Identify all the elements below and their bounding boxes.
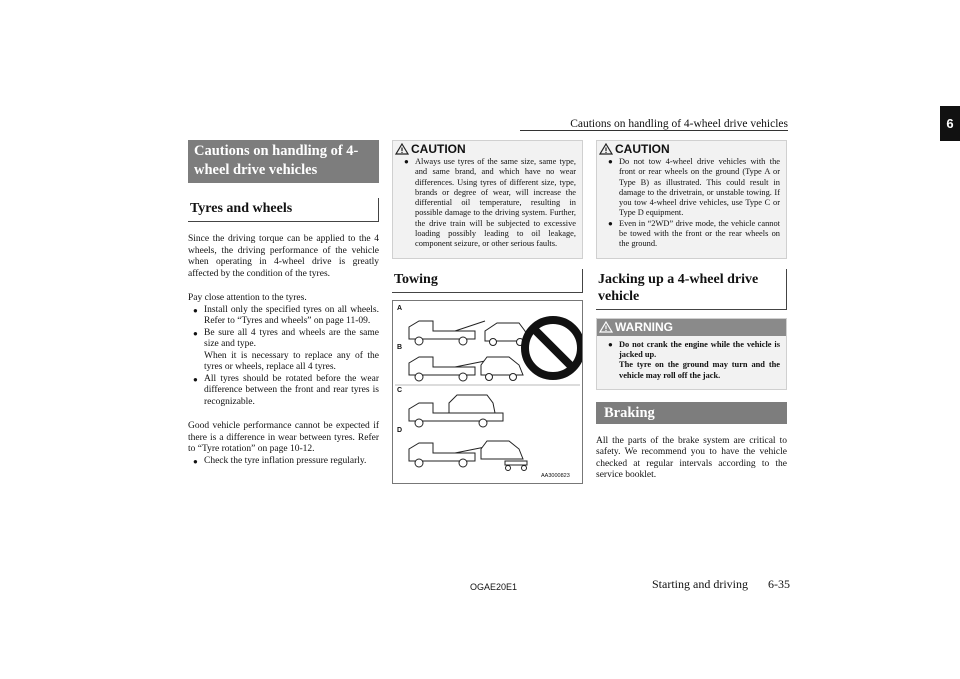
section-title-towing: Towing [392,269,583,293]
caution-label: CAUTION [411,142,466,156]
caution-label: CAUTION [615,142,670,156]
footer-page-info [620,577,790,592]
warning-triangle-icon [599,143,613,155]
header-rule [520,130,788,131]
running-header: Cautions on handling of 4-wheel drive vehicles [570,118,788,130]
no-entry-prohibition-icon [525,320,581,376]
section-title-braking: Braking [596,402,787,424]
section-title-tyres-wheels: Tyres and wheels [188,198,379,222]
figure-label-b: B [397,343,403,351]
intro-paragraph: Since the driving torque can be applied to the 4 wheels, the driving performance of the vehicle when operating in 4-wheel drive is greatly affected by the condition of the tyres. [188,234,379,279]
closing-paragraph: Good vehicle performance cannot be expected if there is a difference in wear between tyres. Refer to “Tyre rotation” on page 10-12. [188,421,379,454]
caution-header [395,141,576,157]
warning-box [596,318,787,390]
tyre-bullet-list [188,305,379,409]
page-title: Cautions on handling of 4-wheel drive vehicles [188,140,379,183]
tow-truck-c [409,395,503,427]
closing-bullet-list [188,456,379,468]
figure-label-a: A [397,304,403,312]
footer-section: Starting and driving [652,577,748,591]
list-item: ● Even in “2WD” drive mode, the vehicle cannot be towed with the front or the rear wheels on the ground. [608,218,780,249]
caution-box [596,140,787,259]
warning-triangle-icon [395,143,409,155]
list-item: ● Always use tyres of the same size, same type, and same brand, and which have no wear differences. Using tyres of different size, type, brands or degree of wear, will increase the differential oil temperature, resulting in possible damage to the driving system. Further, the drive train will be subjected to excessive loading possibly leading to oil leakage, component seizure, or other serious faults. [404,157,576,249]
list-item: ● Do not tow 4-wheel drive vehicles with the front or rear wheels on the ground (Type A or Type B) as illustrated. This could result in damage to the drivetrain, or unstable towing. If you tow 4-wheel drive vehicles, use Type C or Type D equipment. [608,157,780,218]
list-item: ● Be sure all 4 tyres and wheels are the same size and type. When it is necessary to replace any of the tyres or wheels, replace all 4 tyres. [193,327,379,372]
caution-box [392,140,583,259]
bullet-subtext: When it is necessary to replace any of the tyres or wheels, replace all 4 tyres. [204,350,379,372]
footer-page-number: 6-35 [768,577,790,591]
warning-label: WARNING [615,320,673,335]
figure-label-d: D [397,426,403,434]
list-item: ● All tyres should be rotated before the wear difference between the front and rear tyres is recognizable. [193,373,379,407]
towing-illustration [393,301,582,483]
list-item: ● Install only the specified tyres on all wheels. Refer to “Tyres and wheels” on page 11-09. [193,304,379,326]
tow-truck-d [409,441,527,471]
tow-truck-a [409,321,529,346]
braking-paragraph: All the parts of the brake system are critical to safety. We recommend you to have the vehicle checked at regular intervals according to the service booklet. [596,435,787,481]
section-title-jacking: Jacking up a 4-wheel drive vehicle [596,269,787,310]
towing-figure [392,300,583,484]
tow-truck-b [409,357,523,381]
list-item: ● Check the tyre inflation pressure regularly. [193,455,367,466]
footer-code: OGAE20E1 [470,582,518,592]
caution-header [599,141,780,157]
lead-paragraph: Pay close attention to the tyres. [188,293,307,303]
figure-code: AA3000823 [541,472,570,479]
chapter-tab: 6 [940,106,960,141]
column-tyres [188,140,379,467]
column-towing [392,140,583,484]
warning-triangle-icon [599,321,613,333]
warning-header [597,319,786,336]
list-item: ● Do not crank the engine while the vehicle is jacked up. The tyre on the ground may turn and the vehicle may roll off the jack. [608,339,780,380]
figure-label-c: C [397,386,403,394]
column-jacking-braking [596,140,787,482]
